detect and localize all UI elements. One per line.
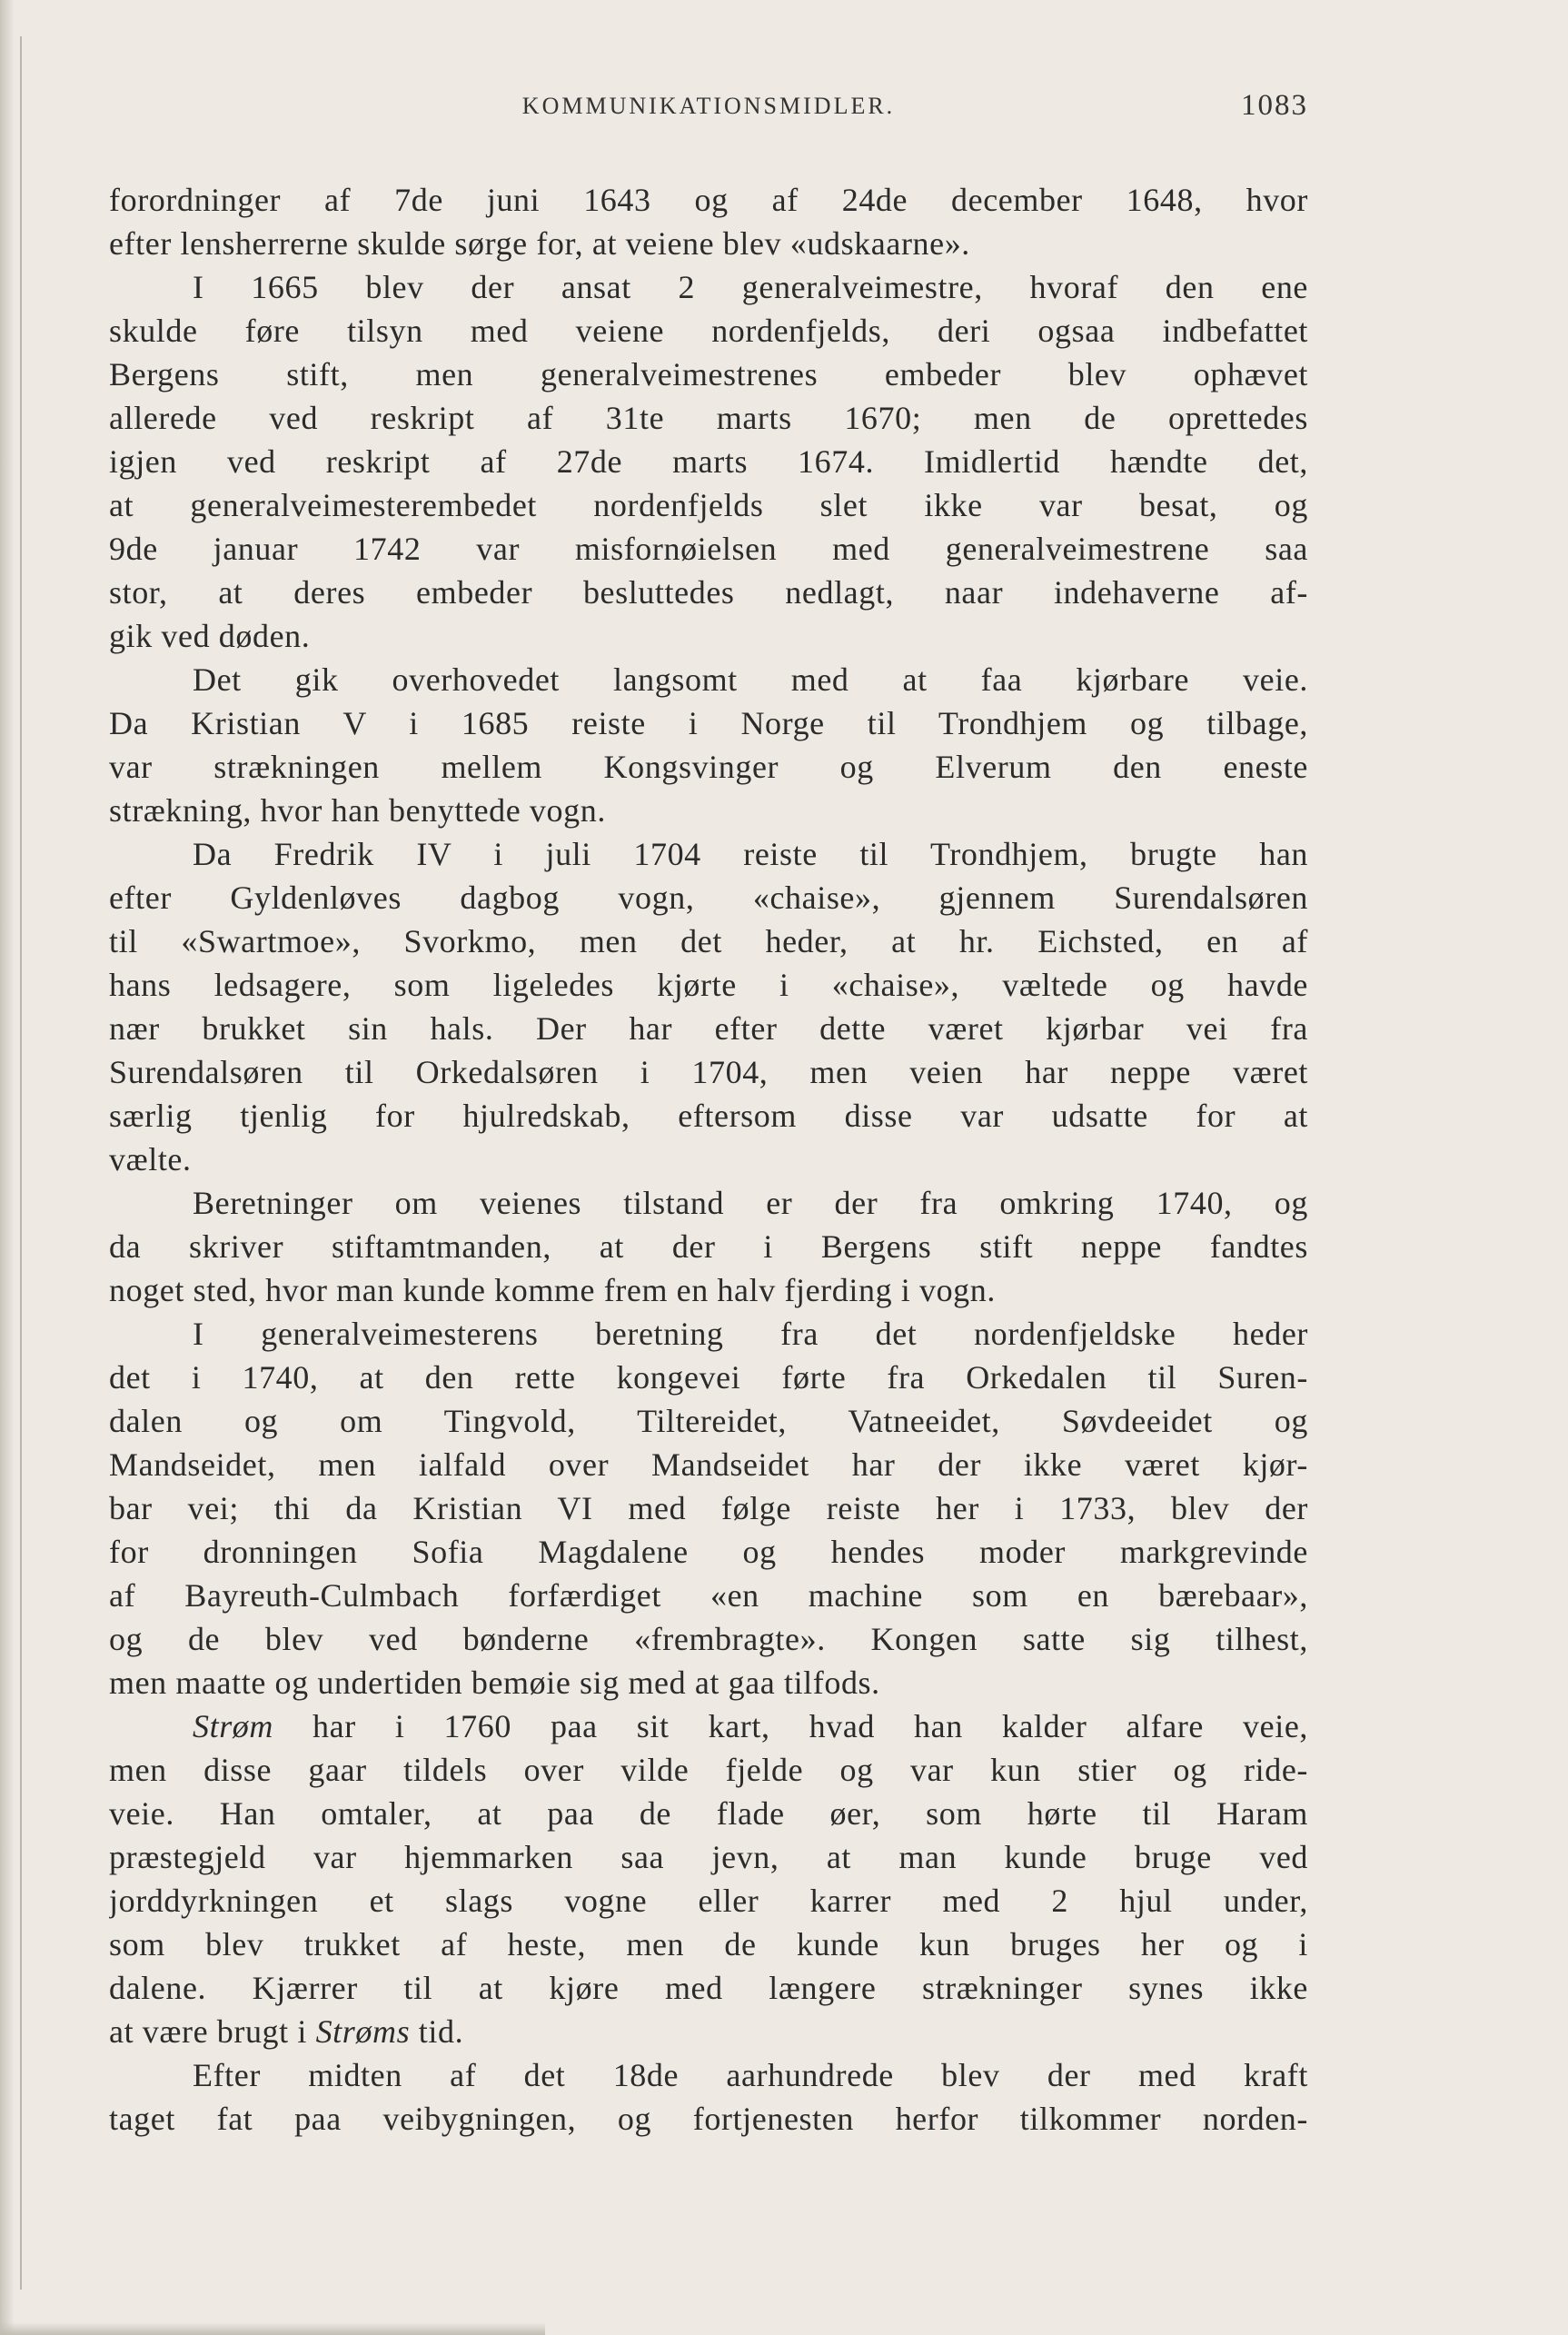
text-line-rest: har i 1760 paa sit kart, hvad han kalder alfare veie, bbox=[273, 1708, 1308, 1744]
text-line: stor, at deres embeder besluttedes nedlagt, naar indehaverne af- bbox=[109, 574, 1308, 611]
text-line-strom-2 bbox=[109, 2010, 1308, 2053]
text-line: efter Gyldenløves dagbog vogn, «chaise», gjennem Surendalsøren bbox=[109, 879, 1308, 916]
text-line: Det gik overhovedet langsomt med at faa kjørbare veie. bbox=[193, 661, 1308, 698]
text-line: jorddyrkningen et slags vogne eller karrer med 2 hjul under, bbox=[109, 1883, 1308, 1919]
text-line: I 1665 blev der ansat 2 generalveimestre, hvoraf den ene bbox=[193, 269, 1308, 305]
text-line: Bergens stift, men generalveimestrenes embeder blev ophævet bbox=[109, 356, 1308, 392]
text-line: I generalveimesterens beretning fra det nordenfjeldske heder bbox=[193, 1316, 1308, 1352]
text-line: var strækningen mellem Kongsvinger og Elverum den eneste bbox=[109, 749, 1308, 785]
text-line: Da Fredrik IV i juli 1704 reiste til Trondhjem, brugte han bbox=[193, 836, 1308, 872]
text-line: at generalveimesterembedet nordenfjelds slet ikke var besat, og bbox=[109, 487, 1308, 523]
running-head bbox=[109, 89, 1308, 129]
text-line: det i 1740, at den rette kongevei førte fra Orkedalen til Suren- bbox=[109, 1359, 1308, 1396]
text-line: Efter midten af det 18de aarhundrede blev der med kraft bbox=[193, 2057, 1308, 2093]
text-group-a bbox=[109, 178, 1308, 1704]
text-line: præstegjeld var hjemmarken saa jevn, at man kunde bruge ved bbox=[109, 1839, 1308, 1875]
text-line: veie. Han omtaler, at paa de flade øer, som hørte til Haram bbox=[109, 1795, 1308, 1832]
text-line: særlig tjenlig for hjulredskab, eftersom disse var udsatte for at bbox=[109, 1098, 1308, 1134]
text-line: men maatte og undertiden bemøie sig med at gaa tilfods. bbox=[109, 1664, 880, 1701]
text-line: af Bayreuth-Culmbach forfærdiget «en machine som en bærebaar», bbox=[109, 1577, 1308, 1614]
text-line: nær brukket sin hals. Der har efter dette været kjørbar vei fra bbox=[109, 1010, 1308, 1047]
text-line-after: tid. bbox=[410, 2013, 464, 2050]
text-line: Mandseidet, men ialfald over Mandseidet har der ikke været kjør- bbox=[109, 1446, 1308, 1483]
text-line: gik ved døden. bbox=[109, 618, 311, 654]
text-line: og de blev ved bønderne «frembragte». Kongen satte sig tilhest, bbox=[109, 1621, 1308, 1657]
text-line: forordninger af 7de juni 1643 og af 24de december 1648, hvor bbox=[109, 182, 1308, 218]
text-line: bar vei; thi da Kristian VI med følge reiste her i 1733, blev der bbox=[109, 1490, 1308, 1526]
text-group-b bbox=[109, 1748, 1308, 2010]
text-line: efter lensherrerne skulde sørge for, at veiene blev «udskaarne». bbox=[109, 225, 970, 262]
text-line: for dronningen Sofia Magdalene og hendes moder markgrevinde bbox=[109, 1534, 1308, 1570]
running-title: KOMMUNIKATIONSMIDLER. bbox=[521, 93, 896, 119]
text-line: Beretninger om veienes tilstand er der fra omkring 1740, og bbox=[193, 1185, 1308, 1221]
text-line: vælte. bbox=[109, 1141, 192, 1177]
binding-shadow-line bbox=[20, 36, 22, 2290]
text-line: dalene. Kjærrer til at kjøre med længere strækninger synes ikke bbox=[109, 1970, 1308, 2006]
author-name-italic: Strøm bbox=[193, 1708, 274, 1744]
text-line: strækning, hvor han benyttede vogn. bbox=[109, 792, 606, 829]
text-line: Surendalsøren til Orkedalsøren i 1704, men veien har neppe været bbox=[109, 1054, 1308, 1090]
author-name-italic: Strøms bbox=[315, 2013, 411, 2050]
bottom-shadow bbox=[0, 2322, 545, 2335]
text-line: 9de januar 1742 var misfornøielsen med generalveimestrene saa bbox=[109, 531, 1308, 567]
page-edge bbox=[0, 0, 15, 2335]
text-line: hans ledsagere, som ligeledes kjørte i «chaise», væltede og havde bbox=[109, 967, 1308, 1003]
text-line-before: at være brugt i bbox=[109, 2013, 316, 2050]
text-line: som blev trukket af heste, men de kunde kun bruges her og i bbox=[109, 1926, 1308, 1962]
page-number: 1083 bbox=[1241, 89, 1308, 122]
text-line: Da Kristian V i 1685 reiste i Norge til Trondhjem og tilbage, bbox=[109, 705, 1308, 741]
text-line: igjen ved reskript af 27de marts 1674. Imidlertid hændte det, bbox=[109, 443, 1308, 480]
body-text bbox=[109, 178, 1308, 2141]
text-group-c bbox=[109, 2053, 1308, 2141]
text-line: men disse gaar tildels over vilde fjelde og var kun stier og ride- bbox=[109, 1752, 1308, 1788]
text-line: til «Swartmoe», Svorkmo, men det heder, at hr. Eichsted, en af bbox=[109, 923, 1308, 959]
text-line: dalen og om Tingvold, Tiltereidet, Vatneeidet, Søvdeeidet og bbox=[109, 1403, 1308, 1439]
text-line: da skriver stiftamtmanden, at der i Bergens stift neppe fandtes bbox=[109, 1228, 1308, 1265]
text-line: allerede ved reskript af 31te marts 1670; men de oprettedes bbox=[109, 400, 1308, 436]
text-line: noget sted, hvor man kunde komme frem en halv fjerding i vogn. bbox=[109, 1272, 996, 1308]
text-line: skulde føre tilsyn med veiene nordenfjelds, deri ogsaa indbefattet bbox=[109, 313, 1308, 349]
text-line: taget fat paa veibygningen, og fortjenesten herfor tilkommer norden- bbox=[109, 2101, 1308, 2137]
text-line-strom-1 bbox=[109, 1704, 1308, 1748]
